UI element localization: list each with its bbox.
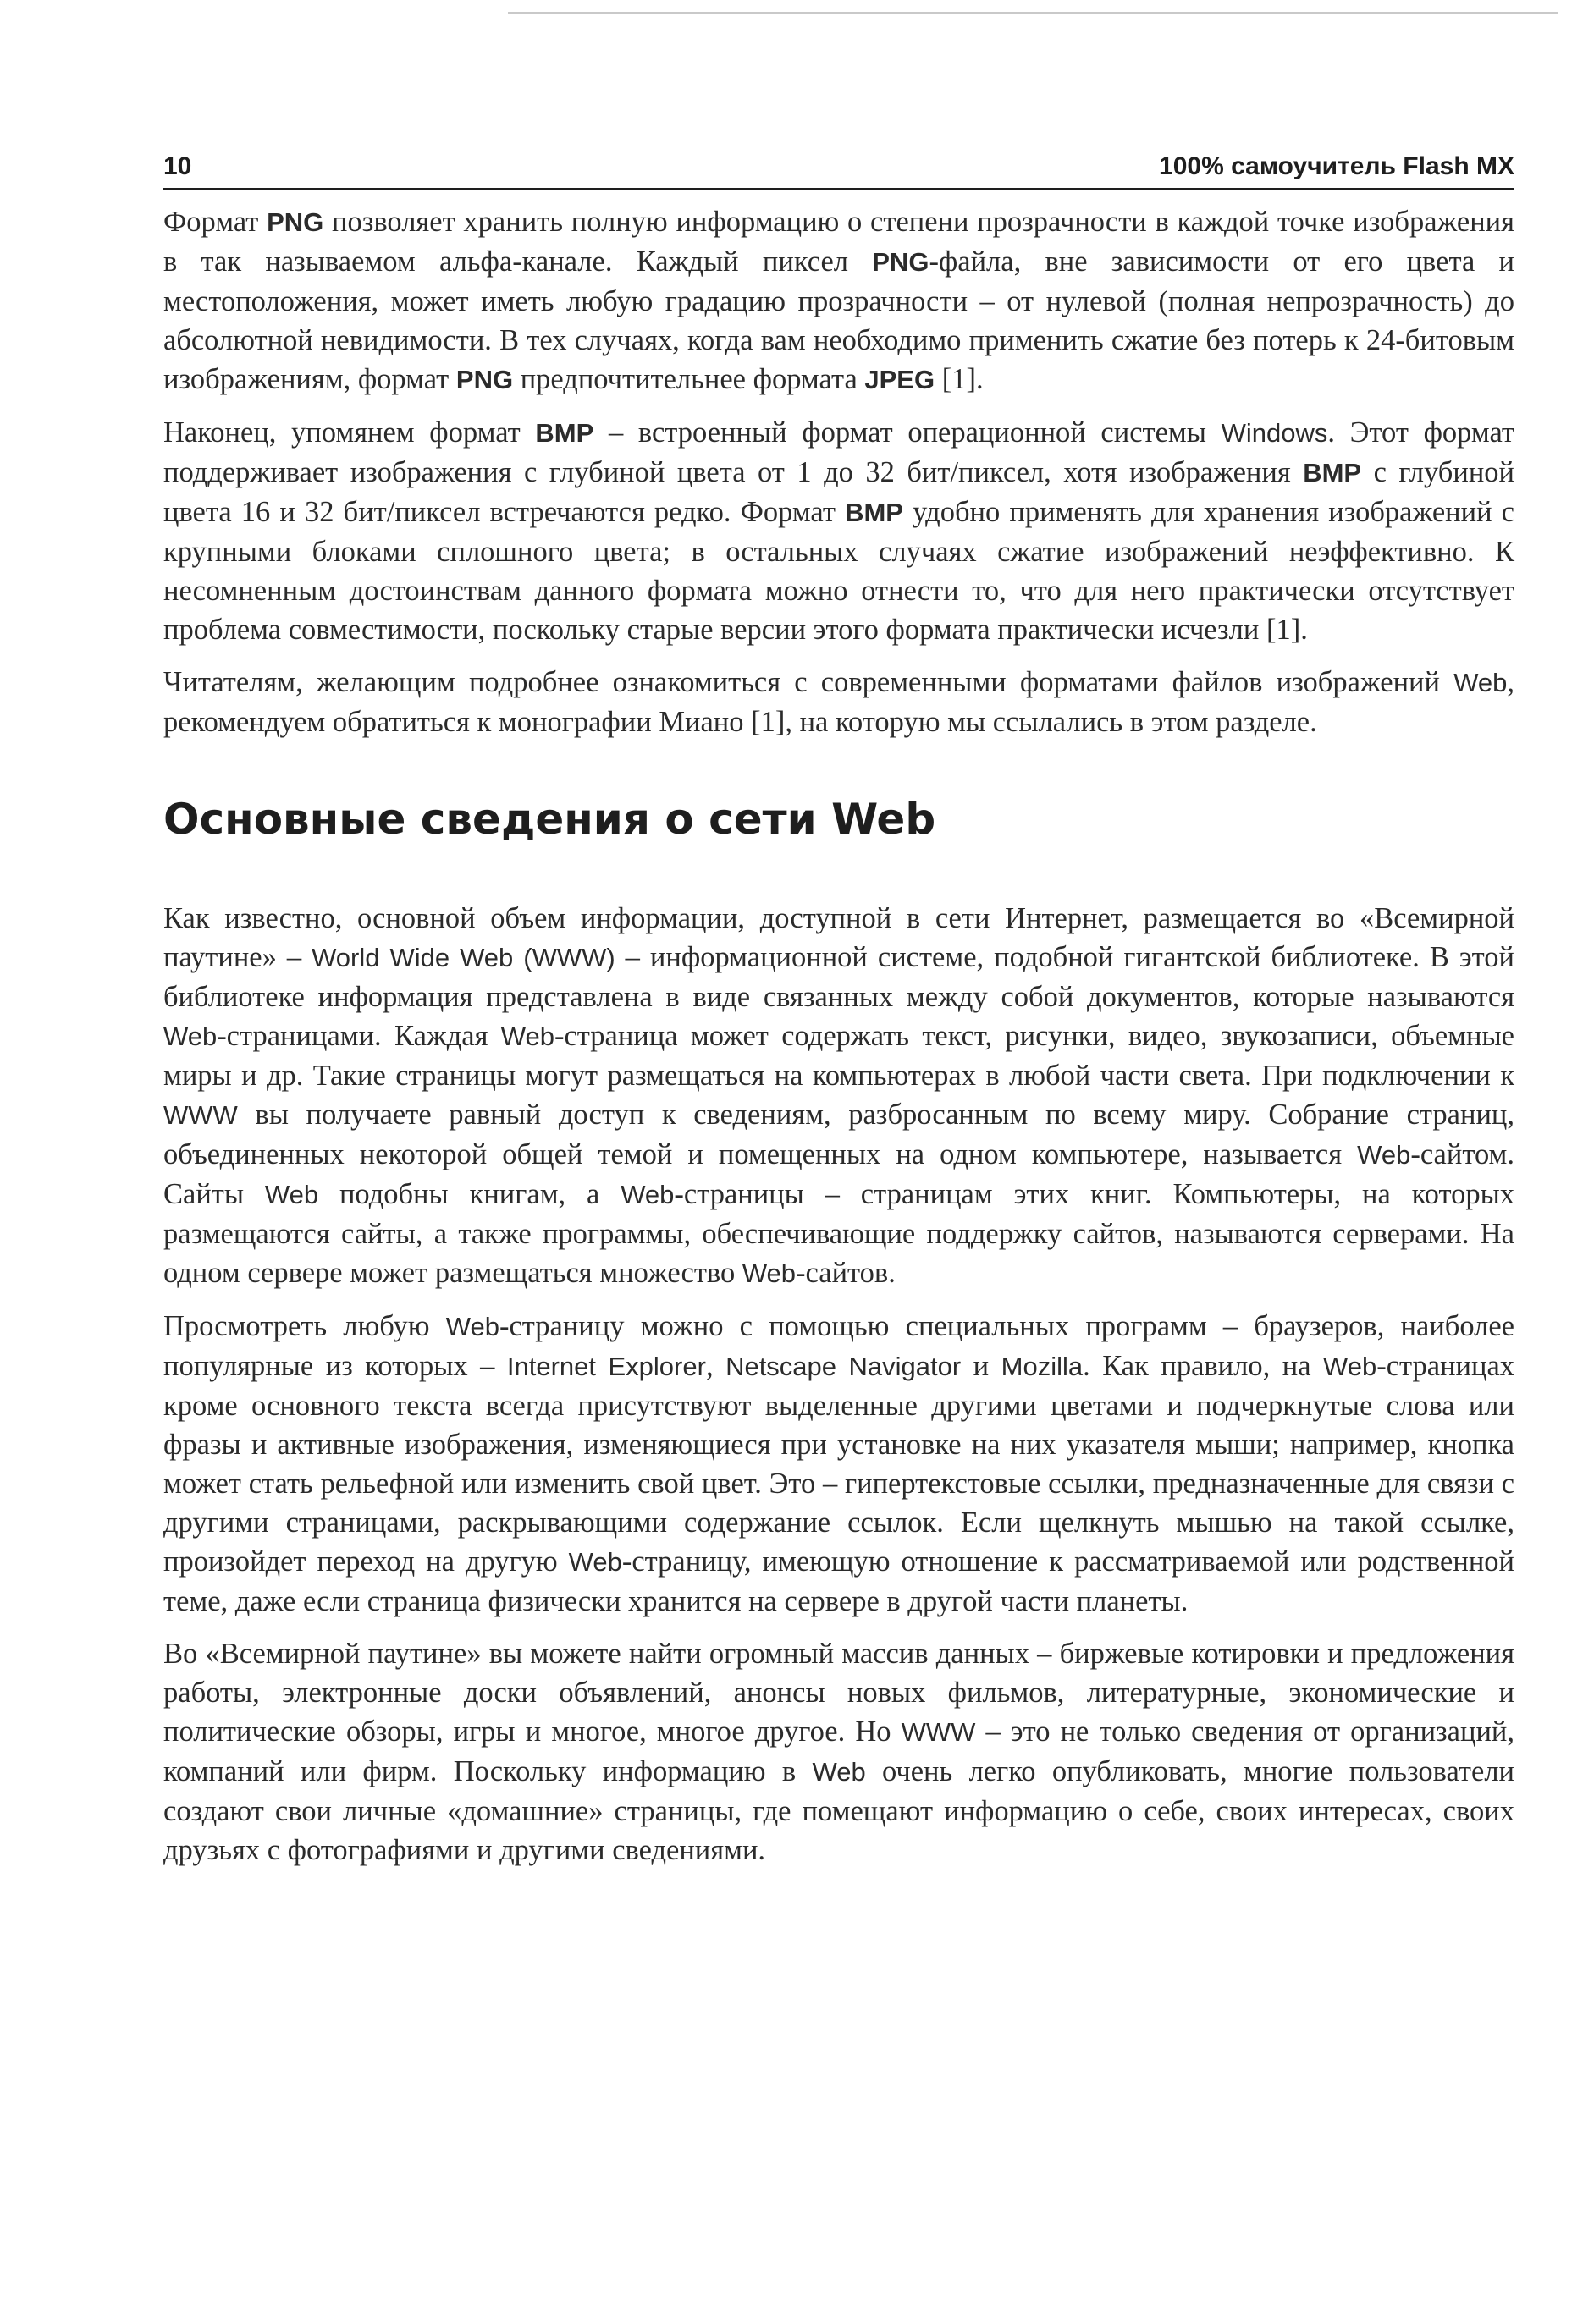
book-page: [163, 152, 1514, 1870]
paragraph-www-intro: [163, 899, 1514, 1293]
inline-term: Web: [812, 1757, 866, 1787]
inline-term: Web: [568, 1547, 622, 1577]
inline-term: Web: [445, 1312, 499, 1341]
inline-term: Windows: [1221, 418, 1328, 448]
text-run: [1].: [935, 363, 984, 395]
text-run: вы получаете равный доступ к сведениям, разбросанным по всему миру. Собрание страниц, объединенных некоторой общей темой и помещенных на одном компьютере, называется: [163, 1099, 1514, 1170]
text-run: , рекомендуем обратиться к монографии Миано [1], на которую мы ссылались в этом разделе.: [163, 666, 1514, 738]
text-run: предпочтительнее формата: [513, 363, 865, 395]
text-run: очень легко опубликовать, многие пользователи создают свои личные «домашние» страницы, где помещают информацию о себе, своих интересах, своих друзьях с фотографиями и другими сведениями.: [163, 1755, 1515, 1866]
text-run: -сайтом. Сайты: [163, 1138, 1514, 1210]
inline-term: Web: [1453, 668, 1508, 697]
inline-term: WWW: [901, 1717, 976, 1747]
text-run: позволяет хранить полную информацию о степени прозрачности в каждой точке изображения в так называемом альфа-канале. Каждый пиксел: [163, 206, 1514, 278]
inline-term: Web: [1357, 1140, 1411, 1170]
text-run: удобно применять для хранения изображений с крупными блоками сплошного цвета; в остальных случаях сжатие изображений неэффективно. К несомненным достоинствам данного формата можно отнести то, что для него практически отсутствует проблема совместимости, поскольку старые версии этого формата практически исчезли [1].: [163, 496, 1514, 646]
text-run: Наконец, упомянем формат: [163, 416, 536, 449]
paragraph-readers: [163, 663, 1514, 741]
text-run: . Как правило, на: [1083, 1350, 1324, 1382]
inline-term: Internet Explorer: [506, 1352, 706, 1381]
inline-term: Web: [742, 1258, 797, 1288]
paragraph-web-content: [163, 1634, 1514, 1870]
text-run: -страницы – страницам этих книг. Компьютеры, на которых размещаются сайты, а также программы, обеспечивающие поддержку сайтов, называются серверами. На одном сервере может размещаться множество: [163, 1178, 1514, 1289]
inline-term: World Wide Web (WWW): [312, 943, 615, 972]
text-run: с глубиной цвета 16 и 32 бит/пиксел встречаются редко. Формат: [163, 456, 1515, 528]
inline-term: PNG: [455, 365, 514, 394]
text-run: Читателям, желающим подробнее ознакомиться с современными форматами файлов изображений: [163, 666, 1454, 698]
inline-term: PNG: [872, 247, 929, 277]
text-run: Формат: [163, 206, 268, 238]
inline-term: Netscape Navigator: [725, 1352, 962, 1381]
text-run: . Этот формат поддерживает изображения с глубиной цвета от 1 до 32 бит/пиксел, хотя изображения: [163, 416, 1514, 488]
inline-term: Web: [1323, 1352, 1377, 1381]
inline-term: BMP: [845, 498, 903, 527]
inline-term: Web: [621, 1180, 675, 1209]
page-number: 10: [163, 152, 192, 180]
inline-term: PNG: [267, 207, 324, 237]
text-run: ,: [705, 1350, 726, 1382]
inline-term: Web: [163, 1022, 218, 1051]
text-run: -сайтов.: [796, 1257, 896, 1289]
text-run: Просмотреть любую: [163, 1310, 446, 1342]
text-run: -страницах кроме основного текста всегда присутствуют выделенные другими цветами и подчеркнутые слова или фразы и активные изображения, изменяющиеся при установке на них указателя мыши; например, кнопка может стать рельефной или изменить свой цвет. Это – гипертекстовые ссылки, предназначенные для связи с другими страницами, раскрывающими содержание ссылок. Если щелкнуть мышью на такой ссылке, произойдет переход на другую: [163, 1350, 1515, 1578]
text-run: Во «Всемирной паутине» вы можете найти огромный массив данных – биржевые котировки и предложения работы, электронные доски объявлений, анонсы новых фильмов, литературные, экономические и политические обзоры, игры и многое, многое другое. Но: [163, 1638, 1514, 1748]
paragraph-png: [163, 202, 1514, 399]
inline-term: BMP: [535, 418, 594, 448]
text-run: и: [961, 1350, 1001, 1382]
text-run: подобны книгам, а: [318, 1178, 621, 1210]
text-run: – это не только сведения от организаций, компаний или фирм. Поскольку информацию в: [163, 1715, 1514, 1787]
inline-term: Web: [500, 1022, 554, 1051]
paragraph-bmp: [163, 413, 1514, 649]
paragraph-browsers: [163, 1307, 1514, 1621]
inline-term: BMP: [1303, 458, 1362, 487]
book-title: 100% самоучитель Flash MX: [1159, 152, 1514, 180]
text-run: – информационной системе, подобной гигантской библиотеке. В этой библиотеке информация представлена в виде связанных между собой документов, которые называются: [163, 941, 1515, 1013]
text-run: -страницу можно с помощью специальных программ – браузеров, наиболее популярные из которых –: [163, 1310, 1514, 1382]
inline-term: Web: [264, 1180, 319, 1209]
running-header: [163, 152, 1514, 190]
text-run: Как известно, основной объем информации, доступной в сети Интернет, размещается во «Всемирной паутине» –: [163, 902, 1514, 973]
text-run: -страницами. Каждая: [217, 1020, 501, 1052]
text-run: -страницу, имеющую отношение к рассматриваемой или родственной теме, даже если страница физически хранится на сервере в другой части планеты.: [163, 1545, 1514, 1617]
section-heading: Основные сведения о сети Web: [163, 795, 936, 844]
inline-term: WWW: [163, 1100, 238, 1130]
inline-term: JPEG: [864, 365, 935, 394]
scan-top-rule: [508, 12, 1558, 14]
text-run: -файла, вне зависимости от его цвета и местоположения, может иметь любую градацию прозрачности – от нулевой (полная непрозрачность) до абсолютной невидимости. В тех случаях, когда вам необходимо применить сжатие без потерь к 24-битовым изображениям, формат: [163, 245, 1514, 395]
inline-term: Mozilla: [1001, 1352, 1084, 1381]
text-run: -страница может содержать текст, рисунки, видео, звукозаписи, объемные миры и др. Такие страницы могут размещаться на компьютерах в любой части света. При подключении к: [163, 1020, 1514, 1092]
text-run: – встроенный формат операционной системы: [593, 416, 1222, 449]
